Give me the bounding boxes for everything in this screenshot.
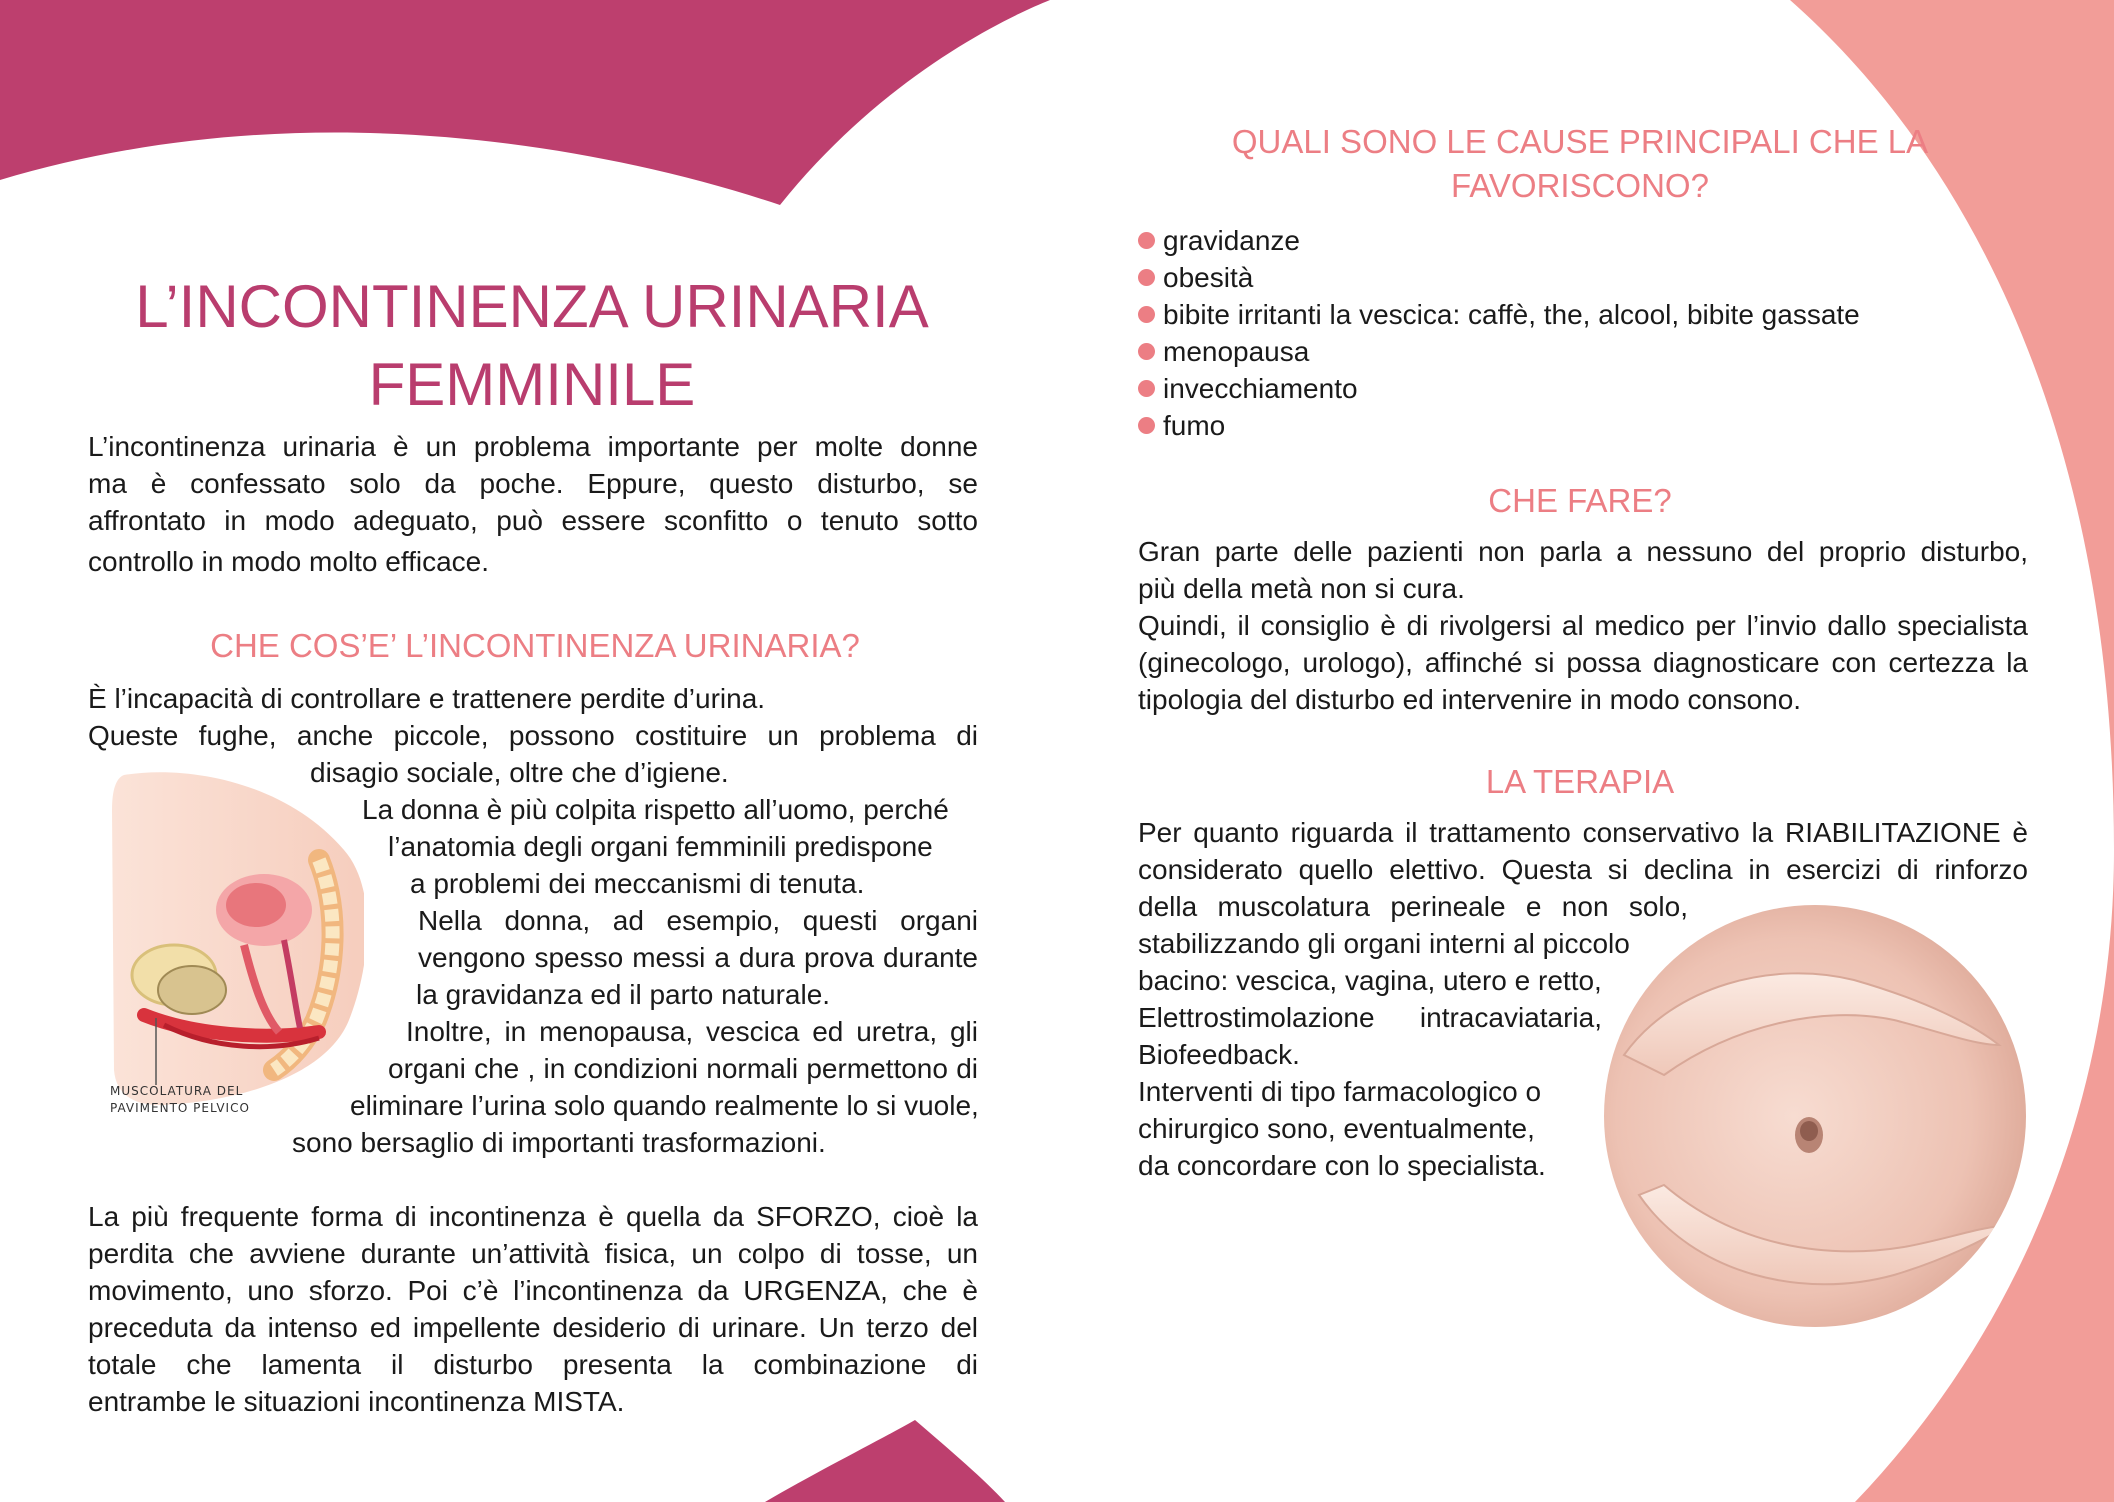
causes-heading-line: FAVORISCONO? [1451,167,1709,204]
what-line: Inoltre, in menopausa, vescica ed uretra, gli [406,1016,978,1047]
cause-text: invecchiamento [1163,373,1358,404]
intro-line: controllo in modo molto efficace. [88,546,490,577]
bullet-dot-icon [1138,232,1155,249]
bullet-dot-icon [1138,306,1155,323]
therapy-heading: LA TERAPIA [1485,763,1675,800]
list-item [1138,259,1860,296]
therapy-line: considerato quello elettivo. Questa si declina in esercizi di rinforzo [1138,854,2028,885]
cause-text: gravidanze [1163,225,1300,256]
what-line: sono bersaglio di importanti trasformazioni. [292,1127,826,1158]
list-item [1138,222,1860,259]
list-item [1138,333,1860,370]
forms-line: entrambe le situazioni incontinenza MISTA. [88,1386,625,1417]
therapy-line: Per quanto riguarda il trattamento conservativo la RIABILITAZIONE è [1138,817,2028,848]
todo-line: Quindi, il consiglio è di rivolgersi al medico per l’invio dallo specialista [1138,610,2028,641]
forms-line: perdita che avviene durante un’attività fisica, un colpo di tosse, un [88,1238,978,1269]
therapy-line: Interventi di tipo farmacologico o [1138,1076,1542,1107]
what-line: l’anatomia degli organi femminili predispone [388,831,933,862]
what-line: La donna è più colpita rispetto all’uomo, perché [362,794,949,825]
what-to-do-heading: CHE FARE? [1488,482,1672,519]
forms-line: totale che lamenta il disturbo presenta la combinazione di [88,1349,978,1380]
forms-line: movimento, uno sforzo. Poi c’è l’incontinenza da URGENZA, che è [88,1275,978,1306]
what-line: disagio sociale, oltre che d’igiene. [310,757,729,788]
causes-heading [1180,120,1980,208]
main-title-line-2: FEMMINILE [368,351,696,418]
intro-paragraph [88,428,978,580]
todo-line: Gran parte delle pazienti non parla a nessuno del proprio disturbo, [1138,536,2028,567]
bottom-center-magenta-arc [765,1420,1005,1502]
todo-line: più della metà non si cura. [1138,573,1465,604]
what-line: a problemi dei meccanismi di tenuta. [410,868,865,899]
bullet-dot-icon [1138,380,1155,397]
incontinence-forms-paragraph [88,1198,978,1420]
illustration-caption [110,1083,250,1117]
main-title-line-1: L’INCONTINENZA URINARIA [135,273,929,340]
top-left-magenta-arc [0,0,1050,205]
causes-list [1138,222,1860,444]
cause-text: menopausa [1163,336,1310,367]
cause-text: bibite irritanti la vescica: caffè, the, alcool, bibite gassate [1163,299,1860,330]
what-line: la gravidanza ed il parto naturale. [416,979,831,1010]
bullet-dot-icon [1138,417,1155,434]
todo-line: tipologia del disturbo ed intervenire in modo consono. [1138,684,1802,715]
therapy-paragraph [1138,814,2028,1184]
main-title [88,268,976,424]
what-line: organi che , in condizioni normali permettono di [388,1053,978,1084]
intro-line: affrontato in modo adeguato, può essere sconfitto o tenuto sotto [88,505,978,536]
what-line: Nella donna, ad esempio, questi organi [418,905,978,936]
caption-line: PAVIMENTO PELVICO [110,1101,250,1115]
bullet-dot-icon [1138,269,1155,286]
todo-line: (ginecologo, urologo), affinché si possa diagnosticare con certezza la [1138,647,2028,678]
cause-text: obesità [1163,262,1254,293]
intro-line: L’incontinenza urinaria è un problema importante per molte donne [88,431,978,462]
therapy-line: Elettrostimolazione intracaviataria, [1138,1002,1602,1033]
what-line: vengono spesso messi a dura prova durante [418,942,978,973]
list-item [1138,407,1860,444]
therapy-line: chirurgico sono, eventualmente, [1138,1113,1535,1144]
bullet-dot-icon [1138,343,1155,360]
therapy-line: della muscolatura perineale e non solo, [1138,891,1688,922]
what-line: È l’incapacità di controllare e trattenere perdite d’urina. [88,683,766,714]
therapy-line: stabilizzando gli organi interni al piccolo [1138,928,1630,959]
forms-line: preceduta da intenso ed impellente desiderio di urinare. Un terzo del [88,1312,978,1343]
list-item [1138,370,1860,407]
cause-text: fumo [1163,410,1226,441]
causes-heading-line: QUALI SONO LE CAUSE PRINCIPALI CHE LA [1231,123,1929,160]
intro-line: ma è confessato solo da poche. Eppure, questo disturbo, se [88,468,978,499]
what-to-do-paragraph [1138,533,2028,718]
therapy-line: bacino: vescica, vagina, utero e retto, [1138,965,1602,996]
what-line: Queste fughe, anche piccole, possono costituire un problema di [88,720,978,751]
forms-line: La più frequente forma di incontinenza è quella da SFORZO, cioè la [88,1201,978,1232]
therapy-line: da concordare con lo specialista. [1138,1150,1546,1181]
caption-line: MUSCOLATURA DEL [110,1084,244,1098]
what-is-heading: CHE COS’E’ L’INCONTINENZA URINARIA? [210,627,860,664]
therapy-line: Biofeedback. [1138,1039,1300,1070]
what-line: eliminare l’urina solo quando realmente lo si vuole, [350,1090,979,1121]
list-item [1138,296,1860,333]
